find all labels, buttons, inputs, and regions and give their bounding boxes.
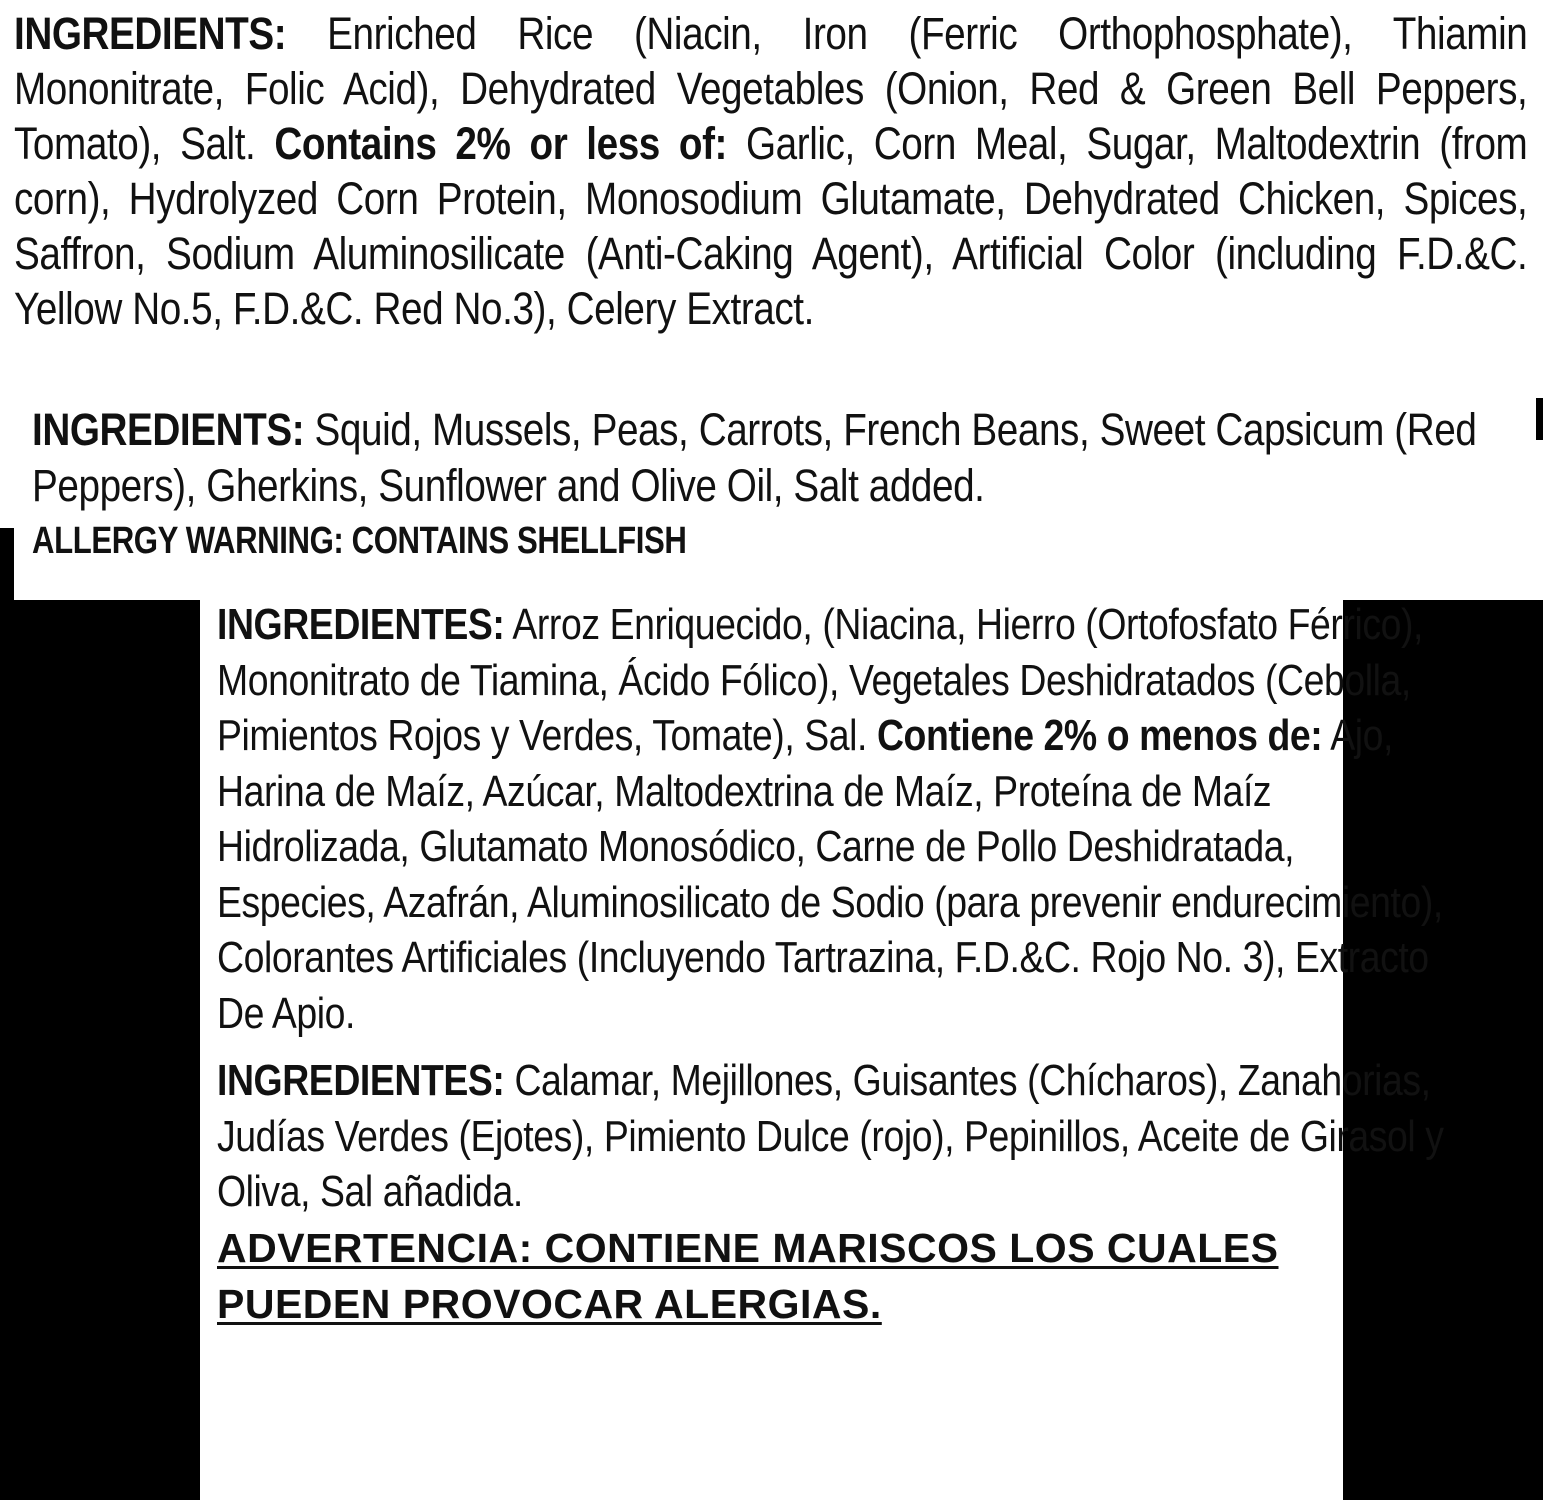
ingredients-text: Enriched Rice (Niacin, Iron (Ferric Orthophosphate), Thiamin Mononitrate, Folic Acid), Dehydrated Vegetables (Onion, Red & Green Bell Peppers, Tomato), Salt. — [14, 8, 1528, 169]
ingredients-es-panel — [200, 600, 1444, 1500]
ingredientes-text: Calamar, Mejillones, Guisantes (Chícharos), Zanahorias, Judías Verdes (Ejotes), Pimiento Dulce (rojo), Pepinillos, Aceite de Girasol y Oliva, Sal añadida. — [217, 1056, 1444, 1216]
rice-ingredients-en-panel — [0, 0, 1543, 398]
rice-ingredients-es-text — [217, 597, 1461, 1041]
advertencia-warning: ADVERTENCIA: CONTIENE MARISCOS LOS CUALES PUEDEN PROVOCAR ALERGIAS. — [217, 1224, 1279, 1327]
seafood-ingredients-es-text — [217, 1053, 1461, 1220]
ingredients-text-continued: Garlic, Corn Meal, Sugar, Maltodextrin (from corn), Hydrolyzed Corn Protein, Monosodium Glutamate, Dehydrated Chicken, Spices, Saffron, Sodium Aluminosilicate (Anti-Caking Agent), Artificial Color (including F.D.&C. Yellow No.5, F.D.&C. Red No.3), Celery Extract. — [14, 118, 1528, 334]
contains-label: Contains 2% or less of: — [274, 118, 728, 169]
ingredientes-label: INGREDIENTES: — [217, 600, 505, 649]
ingredients-label: INGREDIENTS: — [32, 404, 305, 455]
contiene-label: Contiene 2% o menos de: — [876, 711, 1323, 760]
seafood-ingredients-en-text — [32, 402, 1514, 514]
allergy-warning: ALLERGY WARNING: CONTAINS SHELLFISH — [32, 520, 687, 562]
ingredients-label: INGREDIENTS: — [14, 8, 287, 59]
ingredients-text: Squid, Mussels, Peas, Carrots, French Beans, Sweet Capsicum (Red Peppers), Gherkins, Sunflower and Olive Oil, Salt added. — [32, 404, 1477, 511]
panel-edge — [0, 398, 14, 528]
ingredientes-label: INGREDIENTES: — [217, 1056, 505, 1105]
rice-ingredients-en-text — [14, 6, 1527, 336]
ingredientes-text: Arroz Enriquecido, (Niacina, Hierro (Ortofosfato Férrico), Mononitrato de Tiamina, Ácido Fólico), Vegetales Deshidratados (Cebolla, Pimientos Rojos y Verdes, Tomate), Sal. — [217, 600, 1424, 760]
ingredientes-text-continued: Ajo, Harina de Maíz, Azúcar, Maltodextrina de Maíz, Proteína de Maíz Hidrolizada, Glutamato Monosódico, Carne de Pollo Deshidratada, Especies, Azafrán, Aluminosilicato de Sodio (para prevenir endurecimiento), Colorantes Artificiales (Incluyendo Tartrazina, F.D.&C. Rojo No. 3), Extracto De Apio. — [217, 711, 1443, 1038]
seafood-ingredients-en-panel — [14, 398, 1536, 600]
